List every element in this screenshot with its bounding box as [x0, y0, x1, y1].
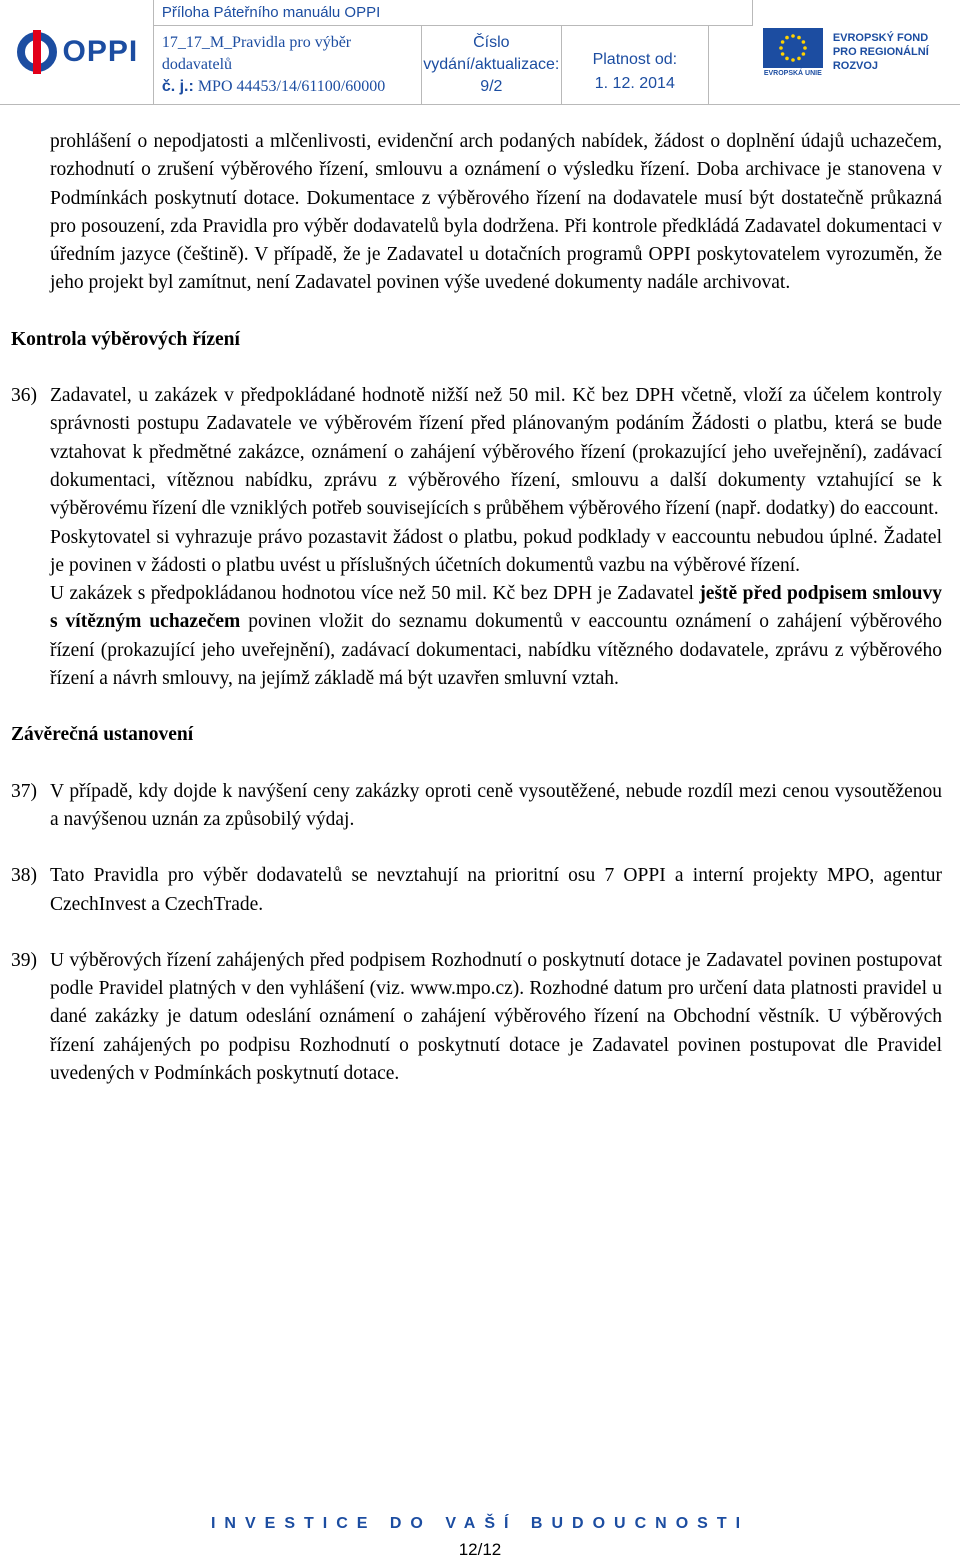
issue-label-1: Číslo	[473, 34, 510, 51]
clause-text: Poskytovatel si vyhrazuje právo pozastavit žádost o platbu, pokud podklady v eaccountu nebudou úplné. Žadatel je povinen v žádosti o platbu uvést u příslušných účetních dokumentů vazbu na výběrové řízení.	[50, 526, 942, 576]
eu-logo	[753, 0, 960, 104]
issue-value: 9/2	[480, 78, 503, 95]
valid-value: 1. 12. 2014	[594, 75, 675, 92]
clause-number: 36)	[11, 385, 37, 407]
clause-text: Tato Pravidla pro výběr dodavatelů se nevztahují na prioritní osu 7 OPPI a interní projekty MPO, agentur CzechInvest a CzechTrade.	[50, 865, 942, 915]
clause-text: U zakázek s předpokládanou hodnotou více než 50 mil. Kč bez DPH je Zadavatel ještě před podpisem smlouvy s vítězným uchazečem povinen vložit do seznamu dokumentů v eaccountu oznámení o zahájení výběrového řízení (prokazující jeho uveřejnění), zadávací dokumentaci, nabídku vítězného dodavatele, zprávu z výběrového řízení a návrh smlouvy, na jejímž základě má být uzavřen smluvní vztah.	[50, 583, 942, 690]
footer-slogan: INVESTICE DO VAŠÍ BUDOUCNOSTI	[210, 1515, 750, 1532]
doc-code: 17_17_M_Pravidla pro výběr dodavatelů	[161, 34, 352, 73]
clause-36	[0, 382, 960, 693]
clause-number: 38)	[11, 865, 37, 887]
oppi-logo	[0, 0, 154, 104]
oppi-logo-text: OPPI	[62, 35, 139, 68]
oppi-logo-icon	[15, 30, 59, 74]
eu-flag-icon	[763, 28, 823, 68]
valid-cell	[562, 26, 709, 104]
clause-text: V případě, kdy dojde k navýšení ceny zakázky oproti ceně vysoutěžené, nebude rozdíl mezi cenou vysoutěženou a navýšenou uznán za způsobilý výdaj.	[50, 780, 942, 830]
document-header	[0, 0, 960, 105]
clause-text: Zadavatel, u zakázek v předpokládané hodnotě nižší než 50 mil. Kč bez DPH včetně, vloží za účelem kontroly správnosti postupu Zadavatele ve výběrovém řízení před plánovaným podáním Žádosti o platbu, která se bude vztahovat k předmětné zakázce, oznámení o zahájení výběrového řízení (prokazující jeho uveřejnění), zadávací dokumentaci, vítěznou nabídku, zprávu z výběrového řízení, smlouvu a další dokumenty vztahující se k výběrovému řízení dle vzniklých potřeb souvisejících s průběhem výběrového řízení (např. dodatky) do eaccount.	[50, 385, 942, 520]
document-body	[0, 128, 960, 1088]
doc-code-cell	[154, 26, 422, 104]
clause-38	[0, 862, 960, 919]
heading-control: Kontrola výběrových řízení	[11, 328, 240, 350]
heading-final: Závěrečná ustanovení	[11, 724, 194, 746]
issue-label-2: vydání/aktualizace:	[423, 56, 560, 73]
clause-text: U výběrových řízení zahájených před podpisem Rozhodnutí o poskytnutí dotace je Zadavatel povinen postupovat podle Pravidel platných v den vyhlášení (viz. www.mpo.cz). Rozhodné datum pro určení data platnosti pravidel u dané zakázky je datum odeslání oznámení o zahájení výběrového řízení na Obchodní věstník. U výběrových řízení zahájených po podpisu Rozhodnutí o poskytnutí dotace je Zadavatel povinen postupovat dle Pravidel uvedených v Podmínkách poskytnutí dotace.	[50, 949, 942, 1085]
doc-title: Příloha Páteřního manuálu OPPI	[154, 0, 753, 26]
clause-37	[0, 778, 960, 835]
clause-number: 37)	[11, 780, 37, 802]
paragraph-archiving: prohlášení o nepodjatosti a mlčenlivosti, evidenční arch podaných nabídek, žádost o doplnění údajů uchazečem, rozhodnutí o zrušení výběrového řízení, smlouvu a oznámení o výsledku řízení. Doba archivace je stanovena v Podmínkách poskytnutí dotace. Dokumentace z výběrového řízení na dodavatele musí být dostatečně průkazná pro posouzení, zda Pravidla pro výběr dodavatelů byla dodržena. Při kontrole předkládá Zadavatel dokumentaci v úředním jazyce (češtině). V případě, že je Zadavatel u dotačních programů OPPI poskytovatelem vyrozuměn, že jeho projekt byl zamítnut, není Zadavatel povinen výše uvedené dokumenty nadále archivovat.	[50, 131, 942, 294]
emphasis-text: ještě před podpisem smlouvy s vítězným uchazečem	[50, 583, 942, 633]
fund-name: EVROPSKÝ FOND PRO REGIONÁLNÍ ROZVOJ	[832, 32, 929, 72]
clause-39	[0, 947, 960, 1088]
valid-label: Platnost od:	[592, 51, 678, 68]
issue-cell	[422, 26, 562, 104]
ref-number: č. j.: MPO 44453/14/61100/60000	[161, 78, 386, 95]
eu-caption: EVROPSKÁ UNIE	[763, 69, 822, 77]
clause-number: 39)	[11, 949, 37, 971]
page-number: 12/12	[458, 1540, 502, 1559]
